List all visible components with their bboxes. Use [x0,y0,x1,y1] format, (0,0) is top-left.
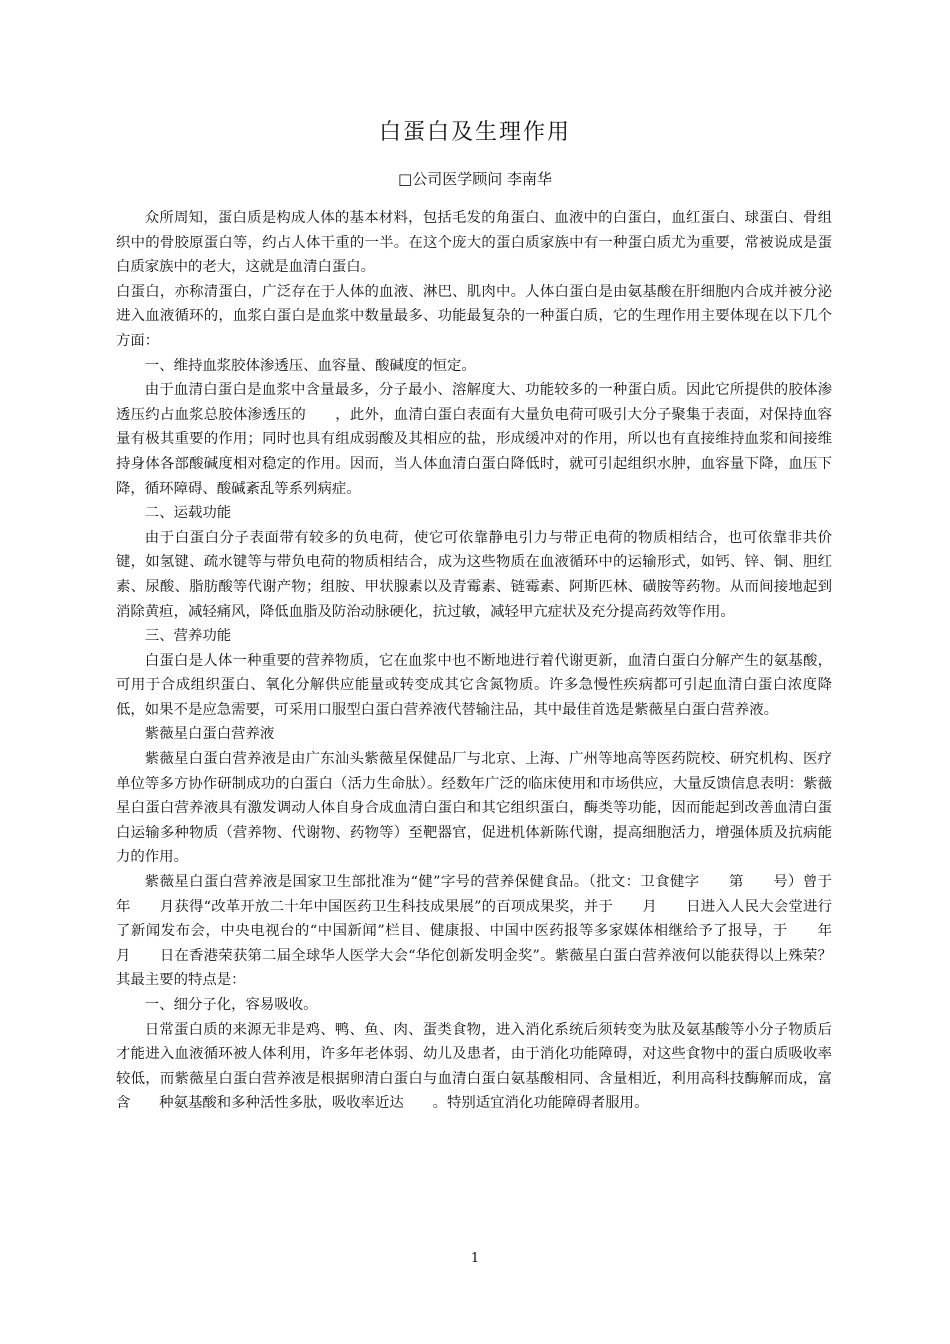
paragraph-product-awards: 紫薇星白蛋白营养液是国家卫生部批准为“健”字号的营养保健食品。（批文：卫食健字 第 号）曾于 年 月获得“改革开放二十年中国医药卫生科技成果展”的百项成果奖，并于 月 日进入人民大会堂进行了新闻发布会，中央电视台的“中国新闻”栏目、健康报、中国中医药报等多家媒体相继给予了报导，于 年 月 日在香港荣获第二届全球华人医学大会“华佗创新发明金奖”。紫薇星白蛋白营养液何以能获得以上殊荣？其最主要的特点是： [116,874,876,989]
feature-heading-1: 一、细分子化，容易吸收。 [144,997,318,1013]
section-heading-3: 三、营养功能 [144,628,232,645]
page-title: 白蛋白及生理作用 [378,120,571,145]
product-heading: 紫薇星白蛋白营养液 [144,726,275,743]
author-line: □公司医学顾问 李南华 [398,170,552,188]
paragraph-osmotic-pressure: 由于血清白蛋白是血浆中含量最多，分子最小、溶解度大、功能较多的一种蛋白质。因此它所提供的胶体渗透压约占血浆总胶体渗透压的 ，此外，血清白蛋白表面有大量负电荷可吸引大分子聚集于表面，对保持血容量有极其重要的作用；同时也具有组成弱酸及其相应的盐，形成缓冲对的作用，所以也有直接维持血浆和间接维持身体各部酸碱度相对稳定的作用。因而，当人体血清白蛋白降低时，就可引起组织水肿，血容量下降，血压下降，循环障碍、酸碱紊乱等系列病症。 [116,382,832,497]
paragraph-intro: 众所周知，蛋白质是构成人体的基本材料，包括毛发的角蛋白、血液中的白蛋白，血红蛋白、球蛋白、骨组织中的骨胶原蛋白等，约占人体干重的一半。在这个庞大的蛋白质家族中有一种蛋白质尤为重要，常被说成是蛋白质家族中的老大，这就是血清白蛋白。 [116,210,832,276]
section-heading-2: 二、运载功能 [144,505,232,522]
paragraph-nutrition: 白蛋白是人体一种重要的营养物质，它在血浆中也不断地进行着代谢更新，血清白蛋白分解产生的氨基酸，可用于合成组织蛋白、氧化分解供应能量或转变成其它含氮物质。许多急慢性疾病都可引起血清白蛋白浓度降低，如果不是应急需要，可采用口服型白蛋白营养液代替输注品，其中最佳首选是紫薇星白蛋白营养液。 [116,652,832,718]
paragraph-product-intro: 紫薇星白蛋白营养液是由广东汕头紫薇星保健品厂与北京、上海、广州等地高等医药院校、研究机构、医疗单位等多方协作研制成功的白蛋白（活力生命肽）。经数年广泛的临床使用和市场供应，大量反馈信息表明：紫薇星白蛋白营养液具有激发调动人体自身合成血清白蛋白和其它组织蛋白，酶类等功能，因而能起到改善血清白蛋白运输多种物质（营养物、代谢物、药物等）至靶器官，促进机体新陈代谢，提高细胞活力，增强体质及抗病能力的作用。 [116,751,832,866]
page-number: 1 [470,1251,480,1266]
body-text [116,206,876,1116]
paragraph-absorption: 日常蛋白质的来源无非是鸡、鸭、鱼、肉、蛋类食物，进入消化系统后须转变为肽及氨基酸等小分子物质后才能进入血液循环被人体利用，许多年老体弱、幼儿及患者，由于消化功能障碍，对这些食物中的蛋白质吸收率较低，而紫薇星白蛋白营养液是根据卵清白蛋白与血清白蛋白氨基酸相同、含量相近，利用高科技酶解而成，富含 种氨基酸和多种活性多肽，吸收率近达 。特别适宜消化功能障碍者服用。 [116,1021,832,1112]
paragraph-transport: 由于白蛋白分子表面带有较多的负电荷，使它可依靠静电引力与带正电荷的物质相结合，也可依靠非共价键，如氢键、疏水键等与带负电荷的物质相结合，成为这些物质在血液循环中的运输形式，如钙、锌、铜、胆红素、尿酸、脂肪酸等代谢产物；组胺、甲状腺素以及青霉素、链霉素、阿斯匹林、磺胺等药物。从而间接地起到消除黄疸，减轻痛风，降低血脂及防治动脉硬化，抗过敏，减轻甲亢症状及充分提高药效等作用。 [116,529,832,620]
paragraph-definition: 白蛋白，亦称清蛋白，广泛存在于人体的血液、淋巴、肌肉中。人体白蛋白是由氨基酸在肝细胞内合成并被分泌进入血液循环的，血浆白蛋白是血浆中数量最多、功能最复杂的一种蛋白质，它的生理作用主要体现在以下几个方面： [116,283,832,349]
section-heading-1: 一、维持血浆胶体渗透压、血容量、酸碱度的恒定。 [144,357,476,374]
